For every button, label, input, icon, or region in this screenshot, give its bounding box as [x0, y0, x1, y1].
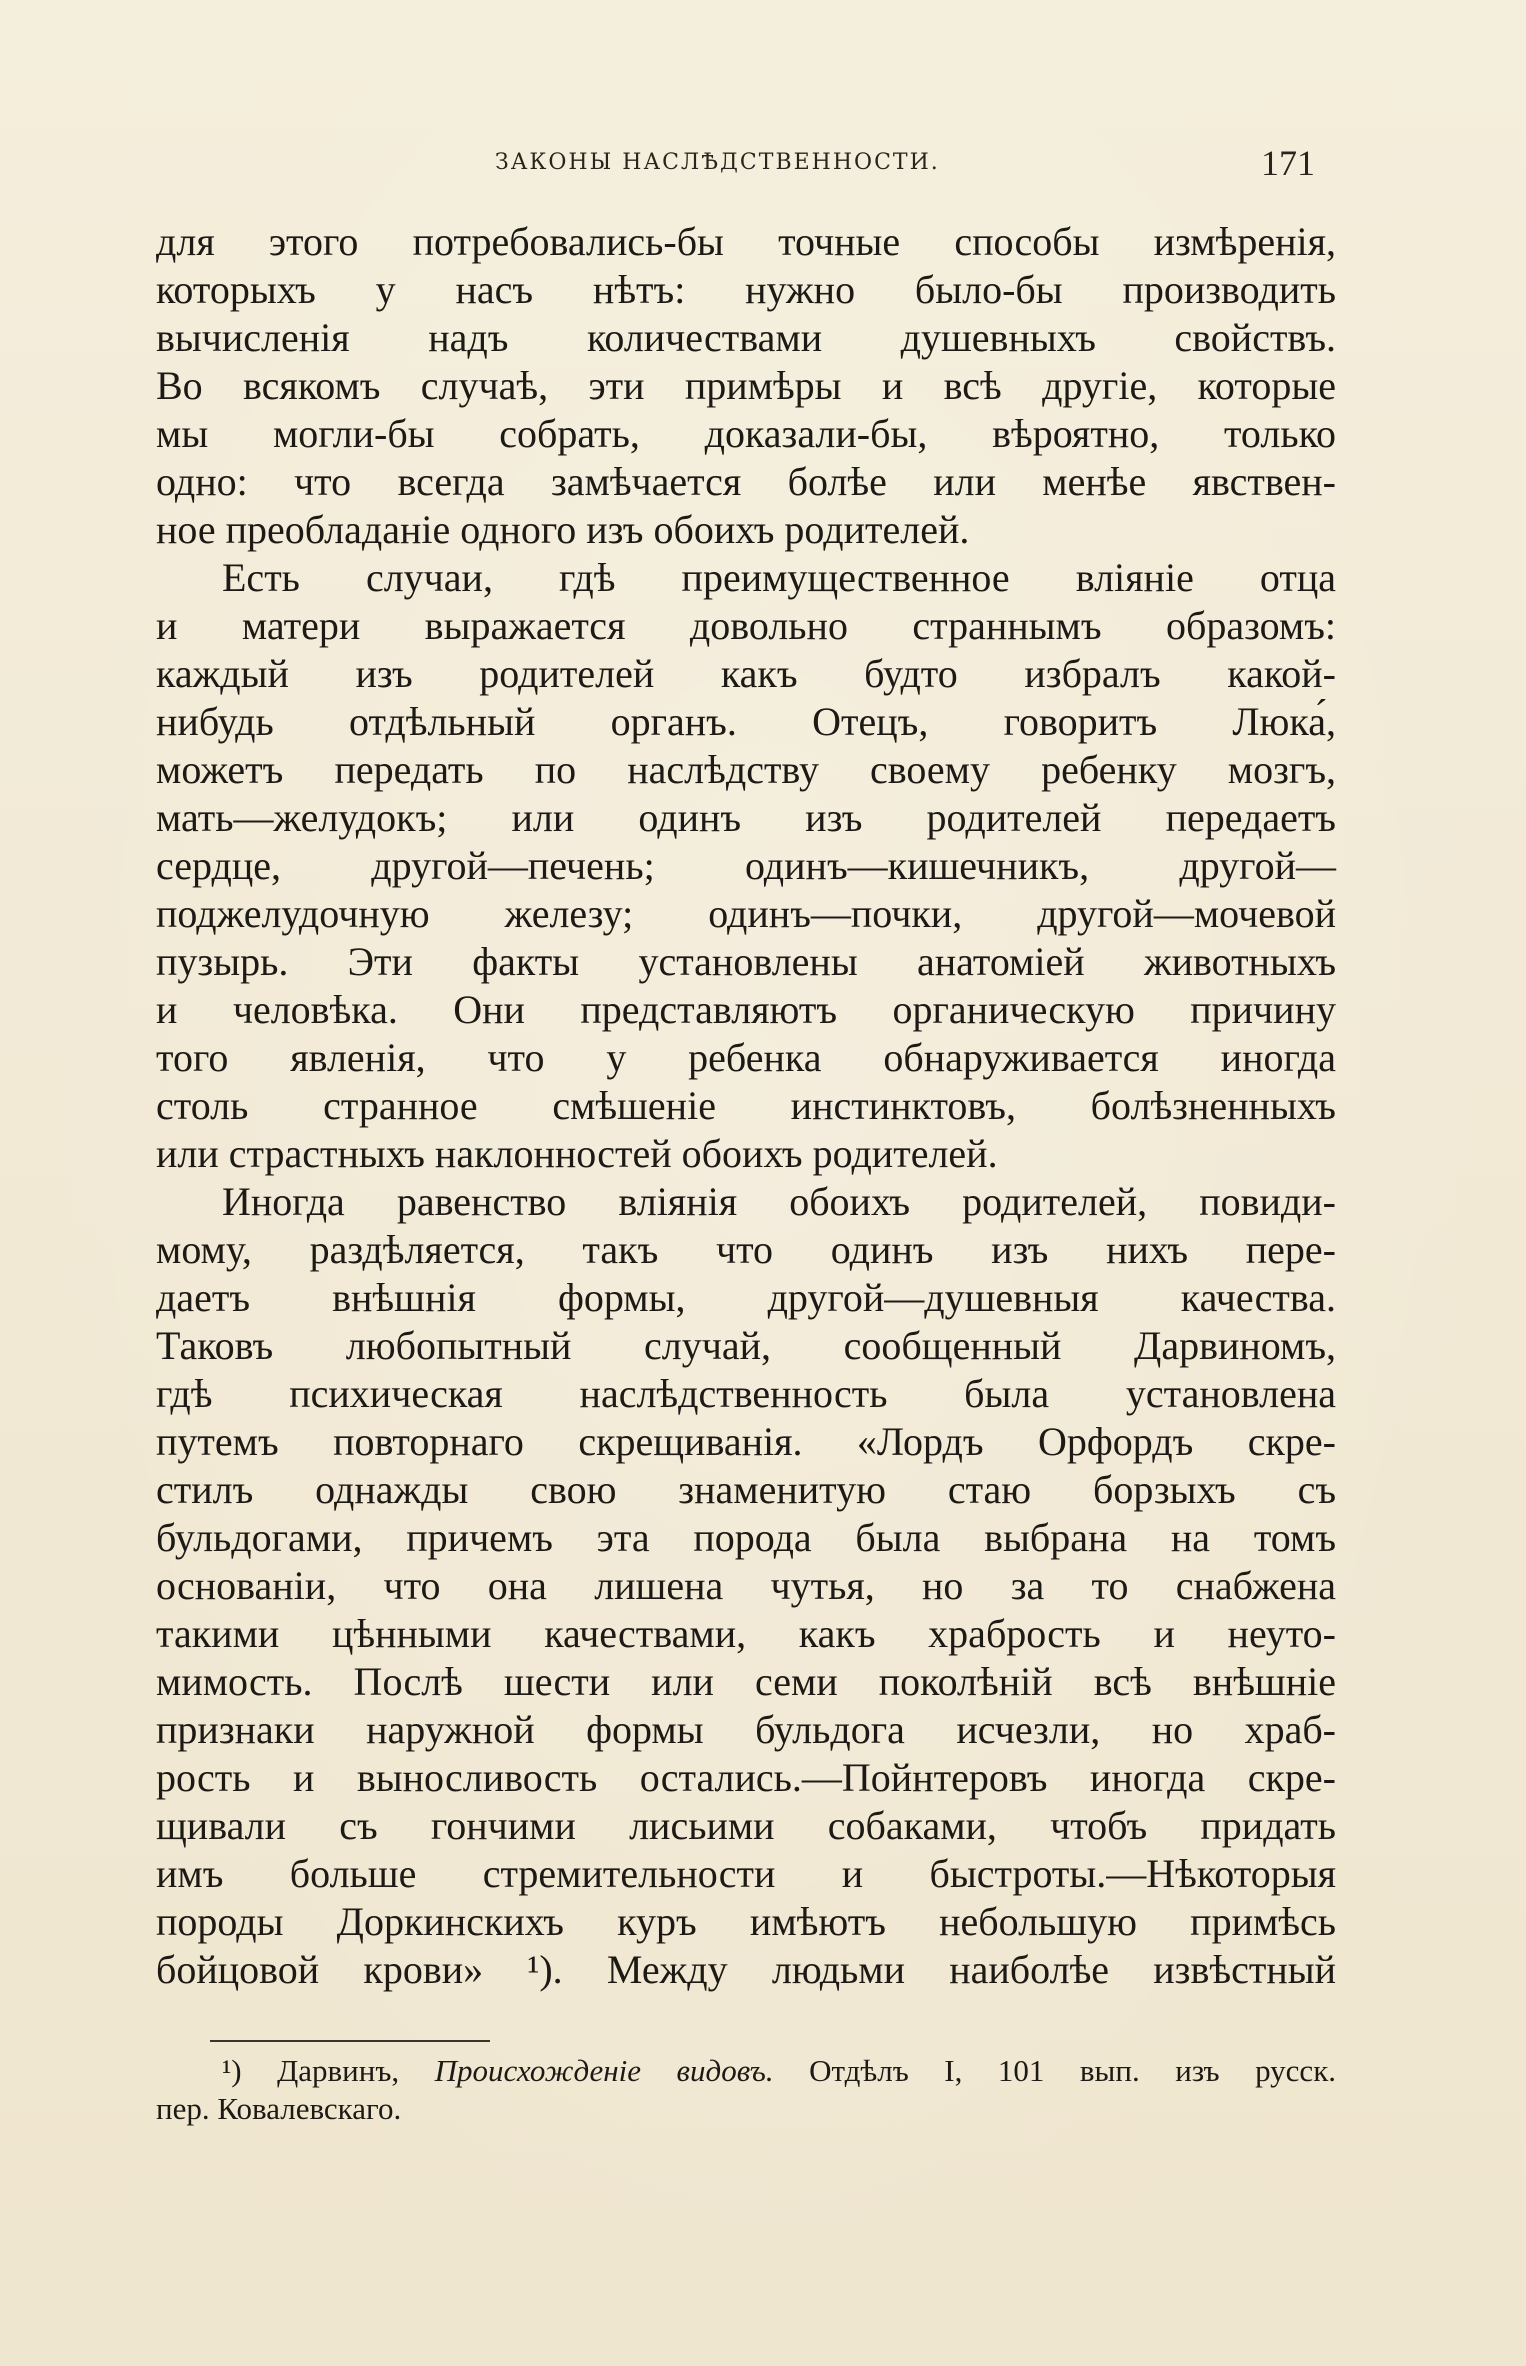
text-line: мому, раздѣляется, такъ что одинъ изъ нихъ пере- [156, 1227, 1336, 1272]
page-number: 171 [1261, 143, 1315, 183]
text-line: мать—желудокъ; или одинъ изъ родителей передаетъ [156, 795, 1336, 840]
text-line: одно: что всегда замѣчается болѣе или менѣе явствен- [156, 459, 1336, 504]
text-line: вычисленія надъ количествами душевныхъ свойствъ. [156, 315, 1336, 360]
text-line: рость и выносливость остались.—Пойнтеровъ иногда скре- [156, 1755, 1336, 1800]
text-line: бульдогами, причемъ эта порода была выбрана на томъ [156, 1515, 1336, 1560]
text-line: каждый изъ родителей какъ будто избралъ какой- [156, 651, 1336, 696]
text-line: или страстныхъ наклонностей обоихъ родителей. [156, 1131, 998, 1176]
footnote-line: пер. Ковалевскаго. [156, 2091, 402, 2126]
footnote-suffix: Отдѣлъ I, 101 вып. изъ русск. [773, 2053, 1337, 2088]
text-line: и человѣка. Они представляютъ органическую причину [156, 987, 1336, 1032]
body-text [156, 218, 1336, 1994]
text-line: даетъ внѣшнія формы, другой—душевныя качества. [156, 1275, 1336, 1320]
text-line: Таковъ любопытный случай, сообщенный Дарвиномъ, [156, 1323, 1336, 1368]
text-line: признаки наружной формы бульдога исчезли, но храб- [156, 1707, 1336, 1752]
footnote [156, 2052, 1336, 2128]
footnote-book-title: Происхожденіе видовъ. [434, 2053, 774, 2088]
text-line: Иногда равенство вліянія обоихъ родителей, повиди- [222, 1179, 1336, 1224]
footnote-prefix: ¹) Дарвинъ, [222, 2053, 435, 2088]
text-line: сердце, другой—печень; одинъ—кишечникъ, другой— [156, 843, 1336, 888]
text-line: гдѣ психическая наслѣдственность была установлена [156, 1371, 1336, 1416]
running-head [495, 138, 1315, 188]
footnote-line [156, 2052, 1336, 2090]
text-line: мы могли-бы собрать, доказали-бы, вѣроятно, только [156, 411, 1336, 456]
text-line: щивали съ гончими лисьими собаками, чтобъ придать [156, 1803, 1336, 1848]
text-line: столь странное смѣшеніе инстинктовъ, болѣзненныхъ [156, 1083, 1336, 1128]
text-line: такими цѣнными качествами, какъ храбрость и неуто- [156, 1611, 1336, 1656]
text-line: стилъ однажды свою знаменитую стаю борзыхъ съ [156, 1467, 1336, 1512]
text-line: основаніи, что она лишена чутья, но за то снабжена [156, 1563, 1336, 1608]
text-line: Есть случаи, гдѣ преимущественное вліяніе отца [222, 555, 1336, 600]
text-line: Во всякомъ случаѣ, эти примѣры и всѣ другіе, которые [156, 363, 1336, 408]
text-line: имъ больше стремительности и быстроты.—Нѣкоторыя [156, 1851, 1336, 1896]
text-line: и матери выражается довольно страннымъ образомъ: [156, 603, 1336, 648]
text-line: ное преобладаніе одного изъ обоихъ родителей. [156, 507, 970, 552]
text-line: мимость. Послѣ шести или семи поколѣній всѣ внѣшніе [156, 1659, 1336, 1704]
text-line: пузырь. Эти факты установлены анатоміей животныхъ [156, 939, 1336, 984]
running-title: ЗАКОНЫ НАСЛѢДСТВЕННОСТИ. [495, 150, 940, 175]
text-line: породы Доркинскихъ куръ имѣютъ небольшую примѣсь [156, 1899, 1336, 1944]
text-line: для этого потребовались-бы точные способы измѣренія, [156, 219, 1336, 264]
text-line: нибудь отдѣльный органъ. Отецъ, говоритъ Люка́, [156, 699, 1336, 744]
text-line: путемъ повторнаго скрещиванія. «Лордъ Орфордъ скре- [156, 1419, 1336, 1464]
text-line: которыхъ у насъ нѣтъ: нужно было-бы производить [156, 267, 1336, 312]
footnote-divider [210, 2040, 490, 2042]
text-line: бойцовой крови» ¹). Между людьми наиболѣе извѣстный [156, 1947, 1336, 1992]
text-line: того явленія, что у ребенка обнаруживается иногда [156, 1035, 1336, 1080]
text-line: можетъ передать по наслѣдству своему ребенку мозгъ, [156, 747, 1336, 792]
text-line: поджелудочную железу; одинъ—почки, другой—мочевой [156, 891, 1336, 936]
